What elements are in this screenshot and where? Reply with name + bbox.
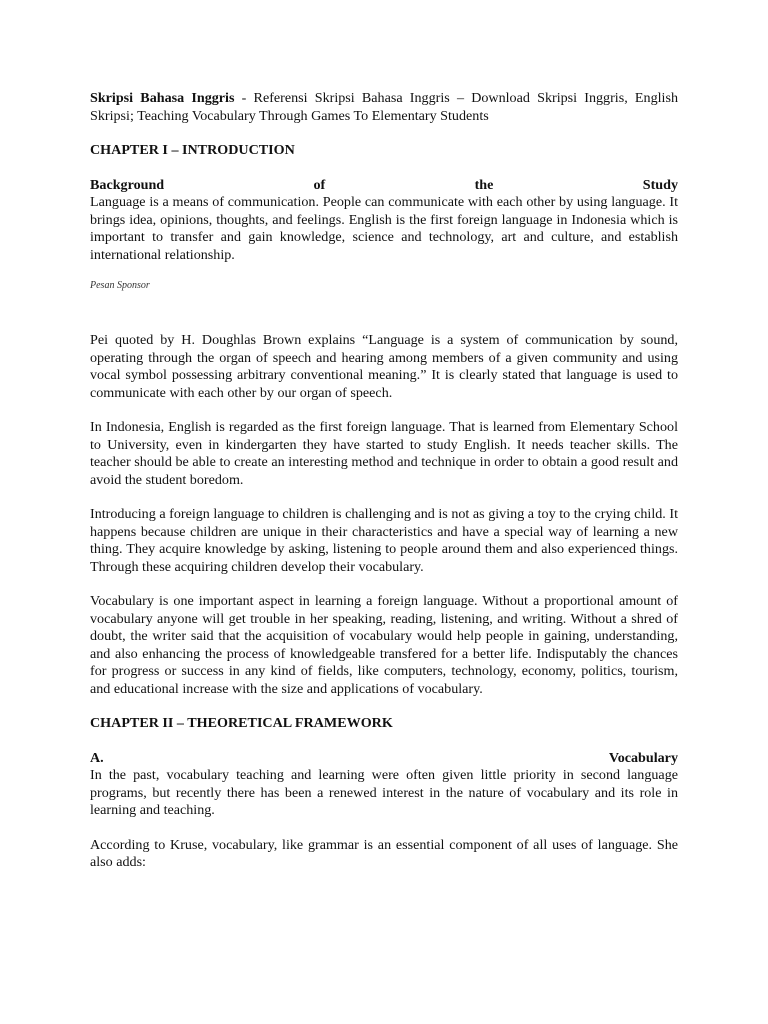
paragraph: Language is a means of communication. People can communicate with each other by using language. It brings idea, opinions, thoughts, and feelings. English is the first foreign language in Indonesia which is important to transfer and gain knowledge, science and technology, art and culture, and establish international relationship. bbox=[90, 194, 678, 263]
document-intro bbox=[90, 90, 678, 125]
document-title-link[interactable]: Skripsi Bahasa Inggris bbox=[90, 90, 235, 106]
section-heading-vocabulary bbox=[90, 750, 678, 768]
heading-word: Vocabulary bbox=[608, 749, 678, 766]
chapter-1-heading: CHAPTER I – INTRODUCTION bbox=[90, 142, 295, 158]
document-page bbox=[90, 90, 678, 889]
heading-word: Background bbox=[90, 176, 165, 193]
paragraph: In Indonesia, English is regarded as the first foreign language. That is learned from Elementary School to University, even in kindergarten they have started to study English. It needs teacher skills. The teacher should be able to create an interesting method and technique in order to obtain a good result and avoid the student boredom. bbox=[90, 419, 678, 488]
paragraph: According to Kruse, vocabulary, like grammar is an essential component of all uses of language. She also adds: bbox=[90, 836, 678, 870]
document-title-rest: - Referensi Skripsi Bahasa Inggris – Download Skripsi Inggris, English Skripsi; Teaching Vocabulary Through Games To Elementary Students bbox=[90, 90, 678, 124]
heading-word: the bbox=[474, 176, 494, 193]
sponsor-label: Pesan Sponsor bbox=[90, 280, 150, 291]
heading-word: Study bbox=[642, 176, 678, 193]
heading-word: of bbox=[313, 176, 326, 193]
paragraph: Introducing a foreign language to children is challenging and is not as giving a toy to the crying child. It happens because children are unique in their characteristics and have a special way of learning a new thing. They acquire knowledge by asking, listening to people around them and also experienced things. Through these acquiring children develop their vocabulary. bbox=[90, 506, 678, 575]
heading-word: A. bbox=[90, 749, 104, 766]
section-heading-background bbox=[90, 177, 678, 195]
paragraph: In the past, vocabulary teaching and learning were often given little priority in second language programs, but recently there has been a renewed interest in the nature of vocabulary and its role in learning and teaching. bbox=[90, 767, 678, 818]
paragraph: Vocabulary is one important aspect in learning a foreign language. Without a proportional amount of vocabulary anyone will get trouble in her speaking, reading, listening, and writing. Without a shred of doubt, the writer said that the acquisition of vocabulary would help people in gaining, understanding, and also enhancing the process of knowledgeable transfered for a better life. Indisputably the chances for progress or success in any kind of fields, like computers, technology, economy, politics, tourism, and educational increase with the size and applications of vocabulary. bbox=[90, 593, 678, 697]
paragraph: Pei quoted by H. Doughlas Brown explains “Language is a system of communication by sound, operating through the organ of speech and hearing among members of a given community and using vocal symbol possessing arbitrary conventional meaning.” It is clearly stated that language is used to communicate with each other by our organ of speech. bbox=[90, 332, 678, 401]
chapter-2-heading: CHAPTER II – THEORETICAL FRAMEWORK bbox=[90, 715, 393, 731]
